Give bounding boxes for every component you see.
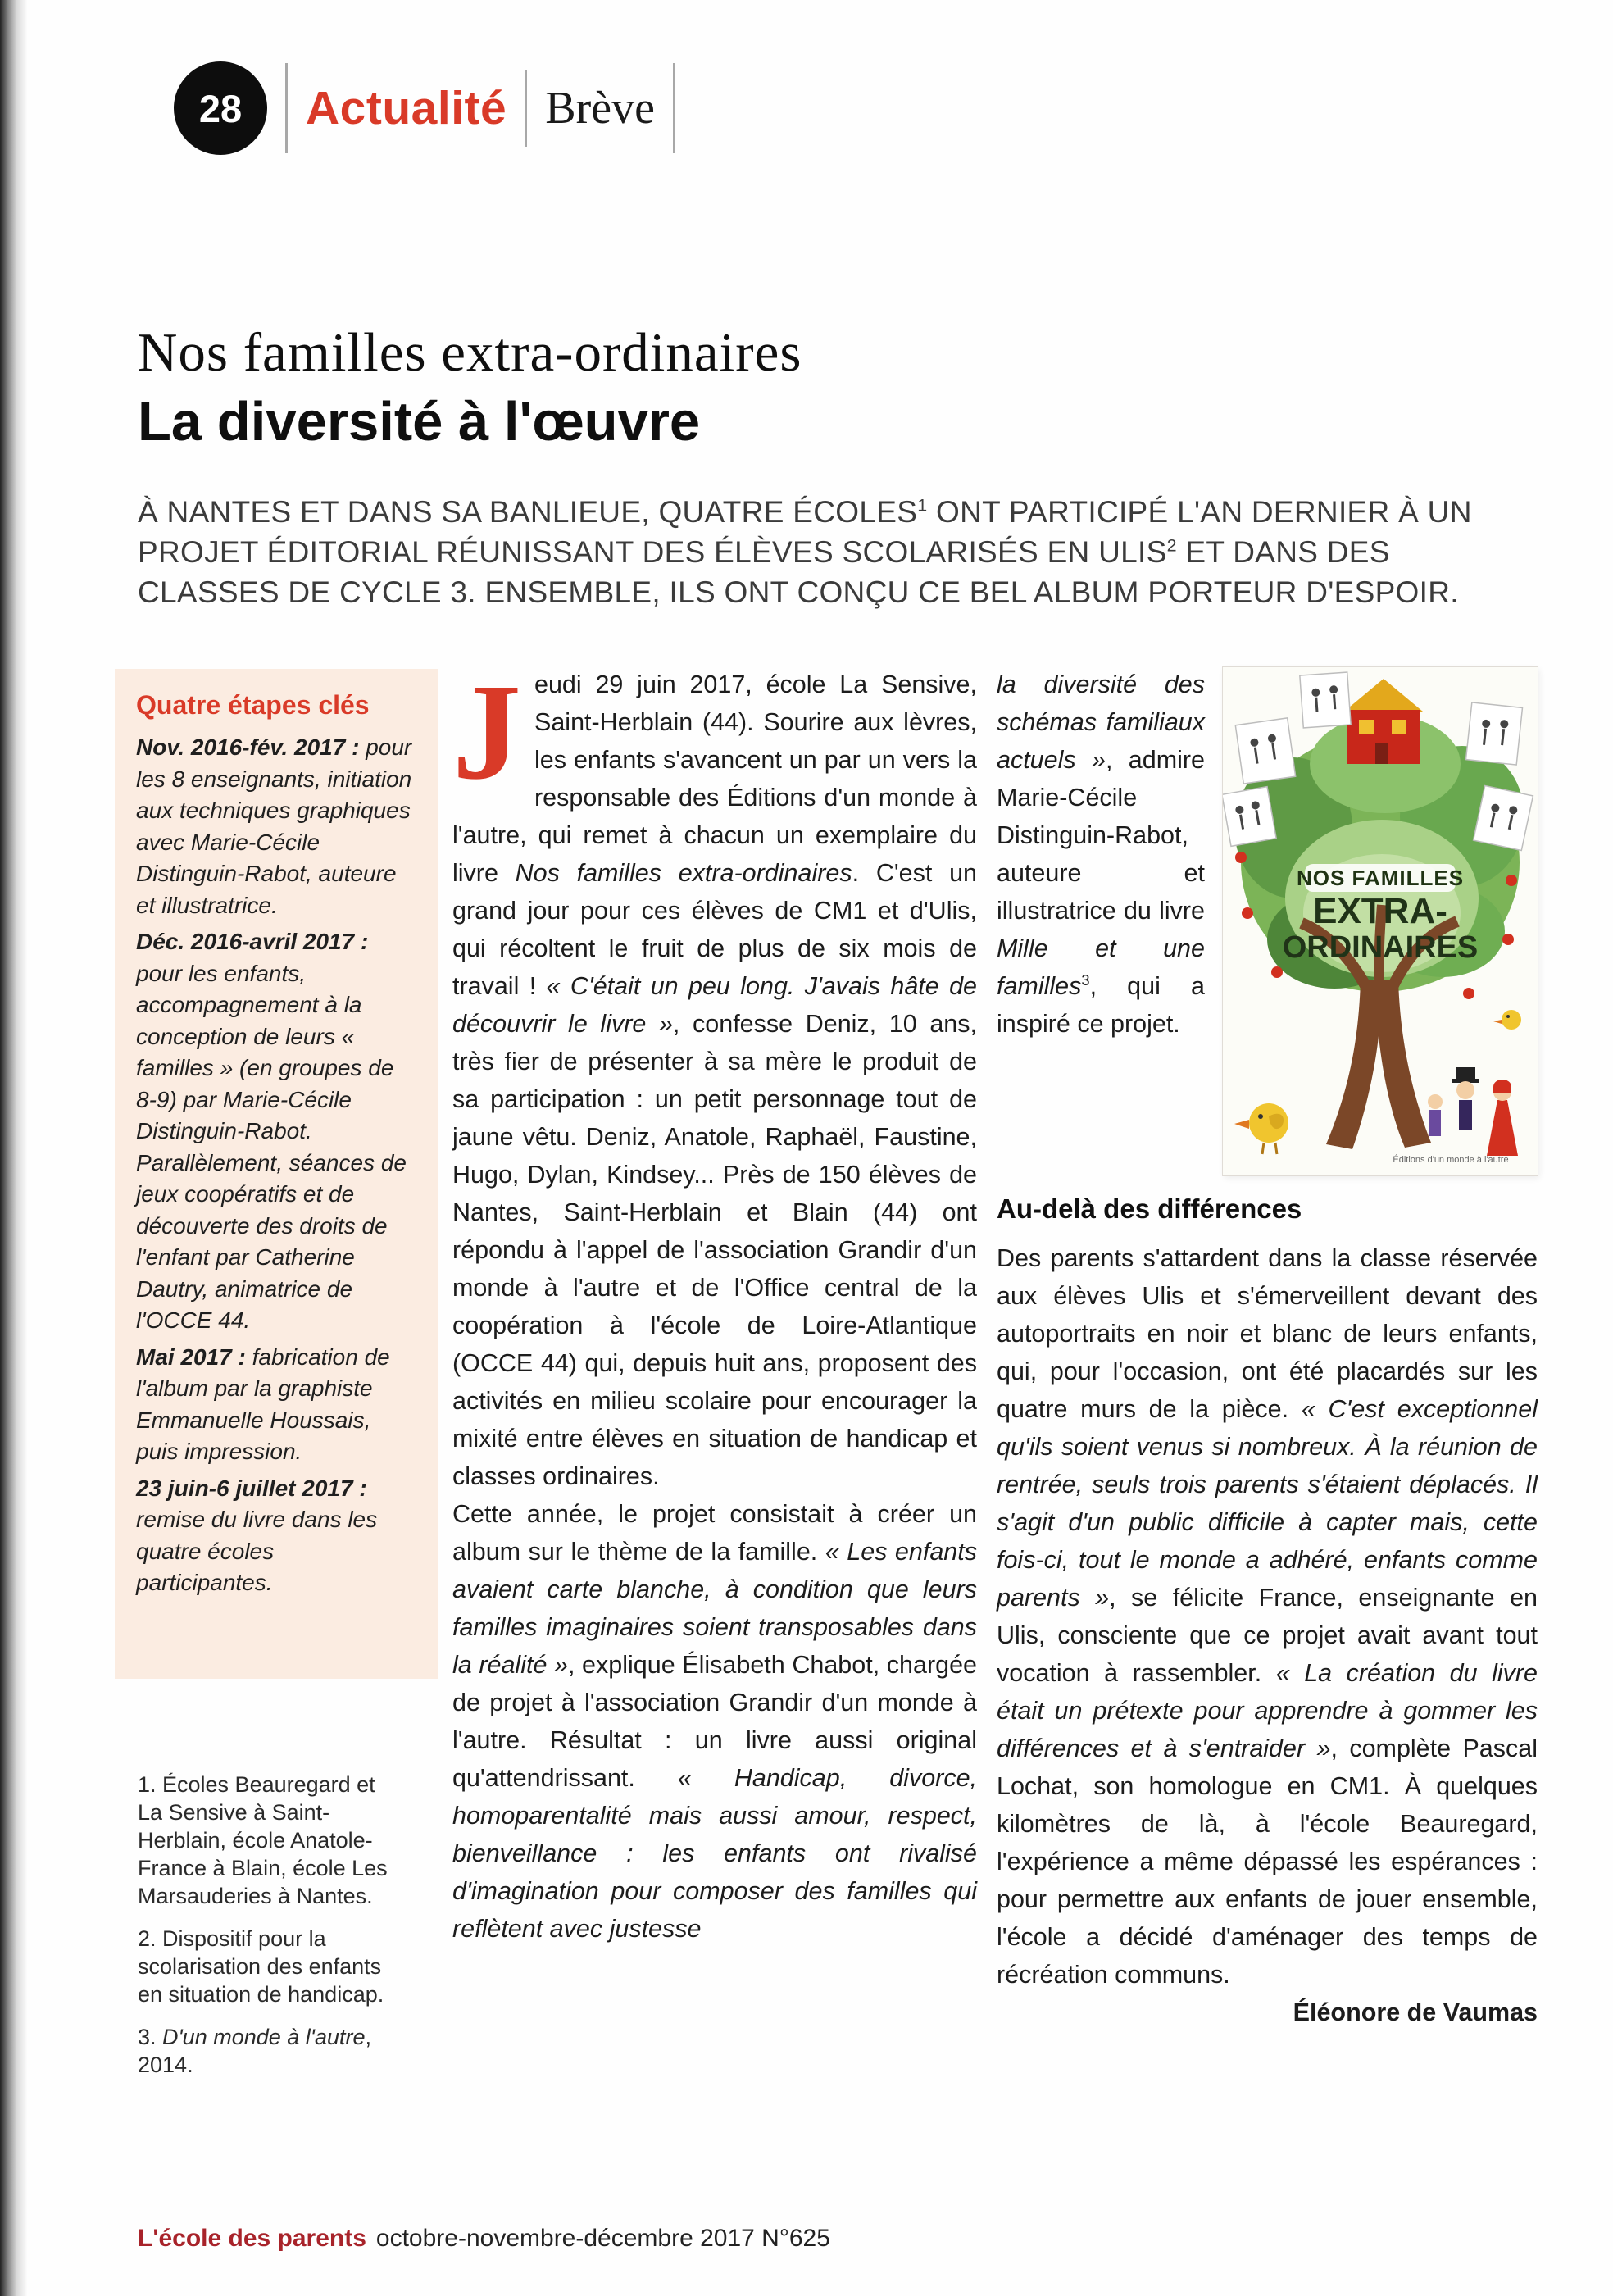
footnote-2: 2. Dispositif pour la scolarisation des enfants en situation de handicap. — [138, 1926, 384, 2007]
section-label: Actualité — [306, 82, 507, 134]
header-divider — [673, 63, 675, 153]
article-title: La diversité à l'œuvre — [138, 391, 701, 452]
cover-title-line3: ORDINAIRES — [1282, 930, 1479, 965]
key-steps-paragraph: Déc. 2016-avril 2017 : pour les enfants, accompagnement à la conception de leurs « familles » (en groupes de 8-9) par Marie-Cécile Distinguin-Rabot. Parallèlement, séances de jeux coopératifs et de découverte des droits de l'enfant par Catherine Dautry, animatrice de l'OCCE 44. — [136, 929, 407, 1333]
key-steps-paragraph: Nov. 2016-fév. 2017 : pour les 8 enseignants, initiation aux techniques graphiques avec Marie-Cécile Distinguin-Rabot, auteure et illustratrice. — [136, 734, 412, 918]
footnotes — [138, 1771, 402, 2094]
scan-edge-shadow — [0, 0, 28, 2296]
body-paragraph: Des parents s'attardent dans la classe réservée aux élèves Ulis et s'émerveillent devant des autoportraits en noir et blanc de leurs enfants, qui, pour l'occasion, ont été placardés sur les quatre murs de la pièce. « C'est exceptionnel qu'ils soient venus si nombreux. À la réunion de rentrée, seuls trois parents s'étaient déplacés. Il s'agit d'un public difficile à capter mais, cette fois-ci, tout le monde a adhéré, enfants comme parents », se félicite France, enseignante en Ulis, consciente que ce projet avait avant tout vocation à rassembler. « La création du livre était un prétexte pour apprendre à gommer les différences et à s'entraider », complète Pascal Lochat, son homologue en CM1. À quelques kilomètres de là, à l'école Beauregard, l'expérience a même dépassé les espérances : pour permettre aux enfants de jouer ensemble, l'école a décidé d'aménager des temps de récréation communs. — [997, 1244, 1538, 1989]
article-standfirst: À NANTES ET DANS SA BANLIEUE, QUATRE ÉCOLES$^1$ ONT PARTICIPÉ L'AN DERNIER À UN PROJET ÉDITORIAL RÉUNISSANT DES ÉLÈVES SCOLARISÉS EN ULIS$^2$ ET DANS DES CLASSES DE CYCLE 3. ENSEMBLE, ILS ONT CONÇU CE BEL ALBUM PORTEUR D'ESPOIR. — [138, 495, 1472, 609]
byline: Éléonore de Vaumas — [1293, 1998, 1538, 2026]
key-steps-box — [115, 669, 438, 1679]
body-paragraph: Cette année, le projet consistait à créer un album sur le thème de la famille. « Les enfants avaient carte blanche, à condition que leurs familles imaginaires soient transposables dans la réalité », explique Élisabeth Chabot, chargée de projet à l'association Grandir d'un monde à l'autre. Résultat : un livre aussi original qu'attendrissant. « Handicap, divorce, homoparentalité mais aussi amour, respect, bienveillance : les enfants ont rivalisé d'imagination pour composer des familles qui reflètent avec justesse — [452, 1500, 978, 1943]
cover-publisher: Éditions d'un monde à l'autre — [1393, 1155, 1509, 1165]
crosshead: Au-delà des différences — [997, 1193, 1302, 1224]
book-cover-figure — [1223, 667, 1538, 1175]
footnote-1: 1. Écoles Beauregard et La Sensive à Saint-Herblain, école Anatole-France à Blain, école Les Marsauderies à Nantes. — [138, 1772, 388, 1908]
article-kicker: Nos familles extra-ordinaires — [138, 322, 802, 383]
page-number-badge: 28 — [174, 61, 267, 155]
footnote-3: 3. D'un monde à l'autre, 2014. — [138, 2025, 372, 2077]
key-steps-paragraph: 23 juin-6 juillet 2017 : remise du livre dans les quatre écoles participantes. — [136, 1475, 378, 1595]
subsection-label: Brève — [545, 83, 655, 134]
body-paragraph: la diversité des schémas familiaux actuels », admire Marie-Cécile Distinguin-Rabot, auteure et illustratrice du livre Mille et une familles$^3$, qui a inspiré ce projet. — [997, 671, 1205, 1038]
issue-info: octobre-novembre-décembre 2017 N°625 — [375, 2225, 830, 2252]
magazine-name: L'école des parents — [138, 2225, 366, 2252]
key-steps-title: Quatre étapes clés — [136, 690, 370, 720]
cover-title-line2: EXTRA- — [1313, 891, 1447, 931]
key-steps-paragraph: Mai 2017 : fabrication de l'album par la graphiste Emmanuelle Houssais, puis impression. — [136, 1344, 390, 1464]
body-column-1 — [452, 656, 978, 1948]
page-footer — [138, 2225, 830, 2253]
header-divider — [525, 70, 527, 147]
paragraph-text: eudi 29 juin 2017, école La Sensive, Saint-Herblain (44). Sourire aux lèvres, les enfants s'avancent un par un vers la responsable des Éditions d'un monde à l'autre, qui remet à chacun un exemplaire du livre Nos familles extra-ordinaires. C'est un grand jour pour ces élèves de CM1 et d'Ulis, qui récoltent le fruit de plus de six mois de travail ! « C'était un peu long. J'avais hâte de découvrir le livre », confesse Deniz, 10 ans, très fier de présenter à sa mère le produit de sa participation : un petit personnage tout de jaune vêtu. Deniz, Anatole, Raphaël, Faustine, Hugo, Dylan, Kindsey... Près de 150 élèves de Nantes, Saint-Herblain et Blain (44) ont répondu à l'appel de l'association Grandir d'un monde à l'autre et de l'Office central de la coopération à l'école de Loire-Atlantique (OCCE 44) qui, depuis huit ans, proposent des activités en milieu scolaire pour encourager la mixité entre élèves en situation de handicap et classes ordinaires. — [452, 671, 978, 1490]
body-paragraph — [452, 656, 978, 1495]
book-cover-illustration — [1223, 667, 1538, 1175]
body-column-2 — [997, 666, 1538, 2031]
dropcap: J — [452, 656, 521, 808]
page-header — [174, 57, 675, 159]
header-divider — [285, 63, 288, 153]
cover-title-line1: NOS FAMILLES — [1296, 866, 1465, 890]
